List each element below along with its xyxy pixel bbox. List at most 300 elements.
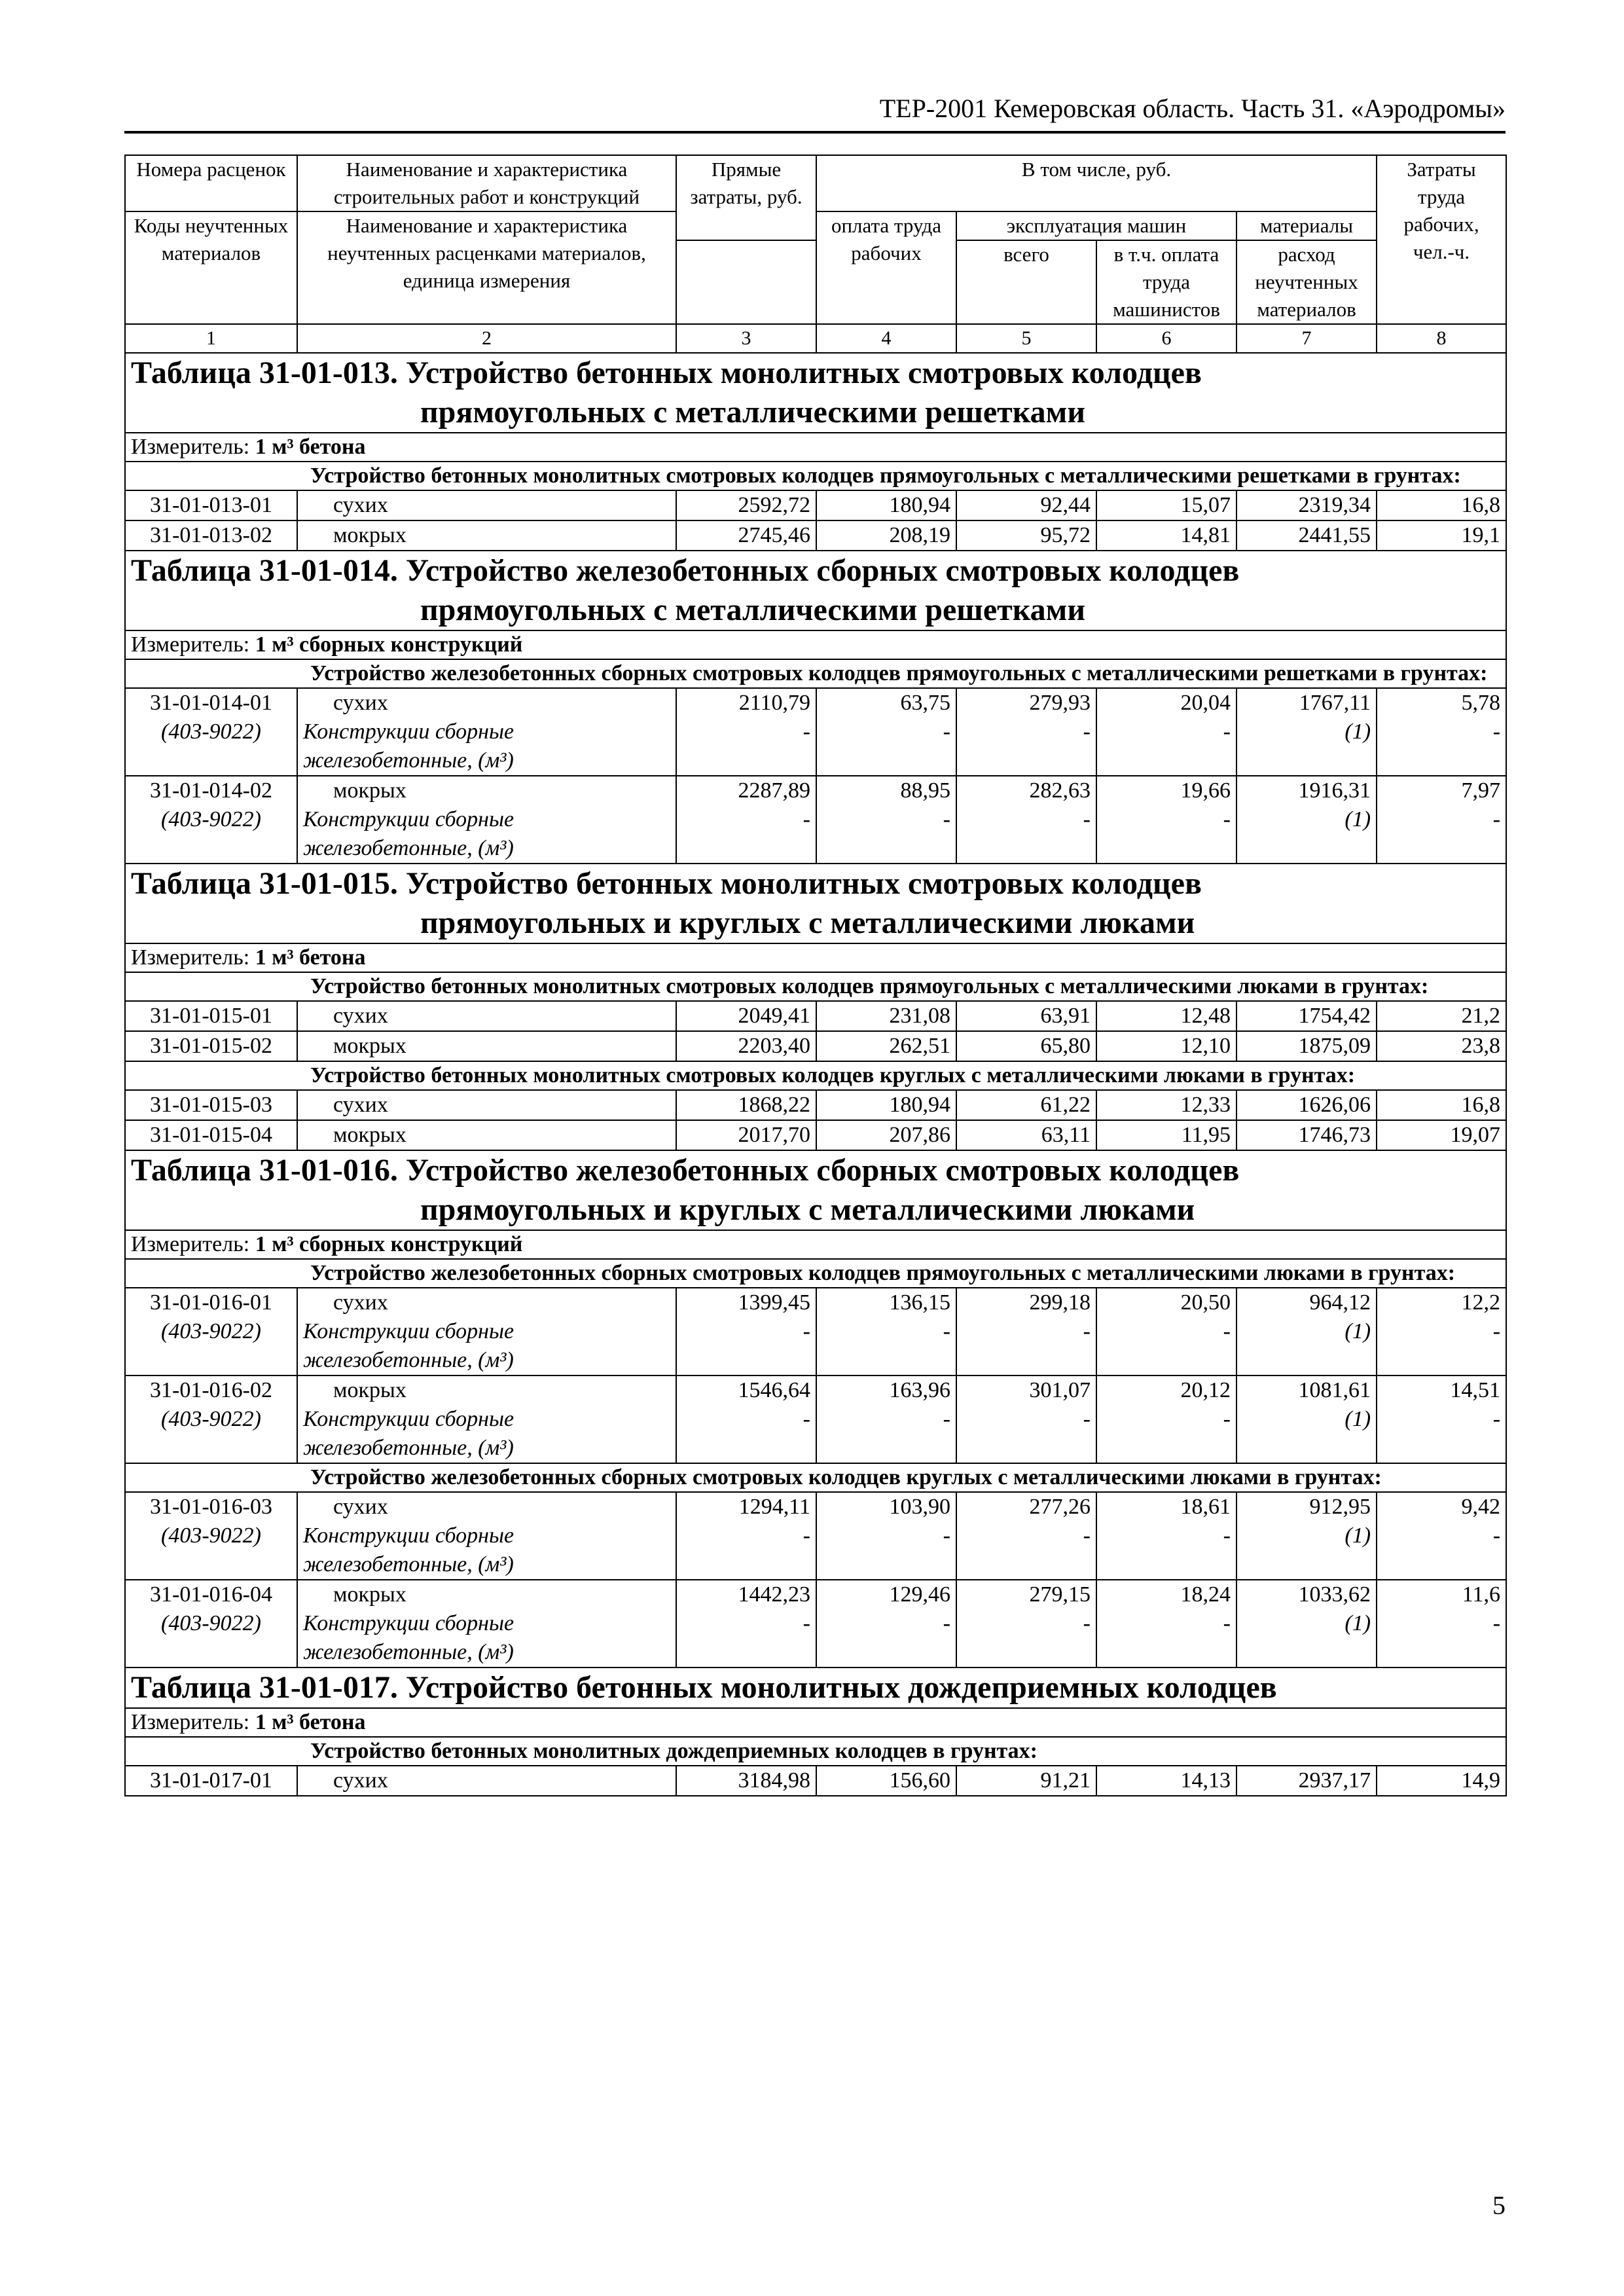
rate-name-value: сухих bbox=[333, 1768, 388, 1793]
value: 3184,98 bbox=[738, 1768, 810, 1793]
value: 92,44 bbox=[1040, 493, 1091, 517]
rate-code bbox=[125, 1120, 297, 1150]
blank-line bbox=[1242, 746, 1371, 775]
value-cell bbox=[816, 1766, 956, 1796]
value-cell bbox=[676, 776, 816, 864]
value-cell bbox=[956, 1580, 1096, 1667]
value: 16,8 bbox=[1461, 493, 1501, 517]
dash: - bbox=[1083, 1407, 1091, 1431]
rate-code bbox=[125, 1288, 297, 1376]
material-qty: (1) bbox=[1344, 1611, 1371, 1635]
group-title: Устройство бетонных монолитных дождеприемных колодцев в грунтах: bbox=[297, 1737, 1506, 1766]
value: 19,66 bbox=[1180, 778, 1231, 803]
value-cell bbox=[1096, 1120, 1236, 1150]
measure-label: Измеритель: bbox=[131, 632, 250, 657]
rate-code bbox=[125, 688, 297, 776]
rate-code-value: 31-01-015-02 bbox=[150, 1034, 272, 1058]
value-cell bbox=[1236, 1090, 1377, 1120]
dash: - bbox=[1492, 1523, 1501, 1548]
value-cell bbox=[676, 1001, 816, 1031]
value-cell bbox=[1236, 1376, 1377, 1463]
value: 1294,11 bbox=[738, 1495, 810, 1519]
group-title: Устройство железобетонных сборных смотровых колодцев прямоугольных с металлическими решетками в грунтах: bbox=[297, 659, 1506, 688]
table-row bbox=[125, 1031, 1506, 1061]
value-cell bbox=[816, 776, 956, 864]
value-cell bbox=[1096, 1766, 1236, 1796]
value: 2319,34 bbox=[1298, 493, 1371, 517]
group-row bbox=[125, 972, 1506, 1001]
material-qty: (1) bbox=[1344, 807, 1371, 831]
material-code: (403-9022) bbox=[161, 807, 261, 831]
dash: - bbox=[1492, 720, 1501, 744]
rate-name-value: мокрых bbox=[333, 523, 406, 547]
table-title-line1: Таблица 31-01-014. Устройство железобетонных сборных смотровых колодцев bbox=[131, 553, 1240, 588]
value: 16,8 bbox=[1461, 1093, 1501, 1117]
value-cell bbox=[1377, 1090, 1506, 1120]
group-spacer bbox=[125, 1463, 297, 1492]
material-name: Конструкции сборные железобетонные, (м³) bbox=[303, 1611, 514, 1664]
value-cell bbox=[1096, 1376, 1236, 1463]
value: 15,07 bbox=[1180, 493, 1231, 517]
blank-line bbox=[1242, 834, 1371, 863]
blank-line bbox=[1242, 1550, 1371, 1579]
group-title: Устройство железобетонных сборных смотровых колодцев круглых с металлическими люками в грунтах: bbox=[297, 1463, 1506, 1492]
rate-code bbox=[125, 490, 297, 520]
dash: - bbox=[803, 1523, 810, 1548]
dash: - bbox=[1492, 807, 1501, 831]
value: 2287,89 bbox=[738, 778, 810, 803]
rate-code-value: 31-01-017-01 bbox=[150, 1768, 272, 1793]
group-row bbox=[125, 462, 1506, 490]
table-title-line2: прямоугольных с металлическими решетками bbox=[420, 592, 1085, 627]
value: 14,51 bbox=[1450, 1378, 1501, 1402]
value: 180,94 bbox=[889, 493, 950, 517]
rate-name-value: сухих bbox=[333, 493, 388, 517]
dash: - bbox=[803, 1319, 810, 1343]
col-direct-costs-tail bbox=[676, 240, 816, 324]
value: 5,78 bbox=[1461, 691, 1501, 715]
rate-code bbox=[125, 1580, 297, 1667]
value: 19,07 bbox=[1450, 1123, 1501, 1147]
rate-code-value: 31-01-015-01 bbox=[150, 1004, 272, 1028]
value: 103,90 bbox=[889, 1495, 950, 1519]
table-title-line1: Таблица 31-01-017. Устройство бетонных монолитных дождеприемных колодцев bbox=[131, 1670, 1277, 1705]
value-cell bbox=[956, 1766, 1096, 1796]
value: 14,9 bbox=[1461, 1768, 1501, 1793]
blank-line bbox=[1382, 746, 1500, 775]
blank-line bbox=[1102, 1434, 1231, 1463]
value-cell bbox=[816, 1001, 956, 1031]
value-cell bbox=[1236, 1580, 1377, 1667]
rate-name-value: мокрых bbox=[333, 1034, 406, 1058]
rate-code bbox=[125, 1766, 297, 1796]
table-row bbox=[125, 688, 1506, 776]
value: 156,60 bbox=[889, 1768, 950, 1793]
table-title-line2: прямоугольных с металлическими решетками bbox=[420, 395, 1085, 429]
value: 964,12 bbox=[1309, 1290, 1371, 1315]
value-cell bbox=[956, 1090, 1096, 1120]
value: 21,2 bbox=[1461, 1004, 1501, 1028]
rate-name bbox=[297, 1580, 676, 1667]
material-code: (403-9022) bbox=[161, 720, 261, 744]
table-title-line1: Таблица 31-01-016. Устройство железобетонных сборных смотровых колодцев bbox=[131, 1153, 1240, 1188]
blank-line bbox=[682, 1346, 810, 1375]
blank-line bbox=[822, 1638, 950, 1667]
blank-line bbox=[822, 834, 950, 863]
table-title bbox=[125, 864, 1506, 943]
group-spacer bbox=[125, 659, 297, 688]
rate-name-value: сухих bbox=[333, 1290, 388, 1315]
dash: - bbox=[803, 1407, 810, 1431]
blank-line bbox=[1102, 746, 1231, 775]
value-cell bbox=[956, 520, 1096, 551]
dash: - bbox=[1492, 1407, 1501, 1431]
blank-line bbox=[822, 1550, 950, 1579]
group-spacer bbox=[125, 1061, 297, 1090]
value: 88,95 bbox=[900, 778, 950, 803]
group-row bbox=[125, 1061, 1506, 1090]
dash: - bbox=[1223, 720, 1231, 744]
measure-value: 1 м³ бетона bbox=[255, 435, 366, 459]
value: 1626,06 bbox=[1298, 1093, 1371, 1117]
blank-line bbox=[1102, 834, 1231, 863]
value: 2110,79 bbox=[738, 691, 810, 715]
value-cell bbox=[1377, 1288, 1506, 1376]
rate-code-value: 31-01-013-01 bbox=[150, 493, 272, 517]
value-cell bbox=[1377, 688, 1506, 776]
col-number: 8 bbox=[1377, 324, 1506, 353]
rate-code-value: 31-01-016-01 bbox=[150, 1290, 272, 1315]
group-spacer bbox=[125, 1737, 297, 1766]
group-spacer bbox=[125, 972, 297, 1001]
group-title: Устройство бетонных монолитных смотровых колодцев круглых с металлическими люками в грунтах: bbox=[297, 1061, 1506, 1090]
value: 61,22 bbox=[1040, 1093, 1091, 1117]
value-cell bbox=[1236, 1766, 1377, 1796]
rate-name bbox=[297, 1001, 676, 1031]
value: 63,11 bbox=[1041, 1123, 1091, 1147]
group-row bbox=[125, 1737, 1506, 1766]
measure-row bbox=[125, 1708, 1506, 1737]
col-number: 5 bbox=[956, 324, 1096, 353]
value-cell bbox=[1096, 490, 1236, 520]
value-cell bbox=[676, 1031, 816, 1061]
value-cell bbox=[956, 1120, 1096, 1150]
blank-line bbox=[1382, 1550, 1500, 1579]
dash: - bbox=[1223, 1319, 1231, 1343]
rate-name bbox=[297, 1120, 676, 1150]
blank-line bbox=[1382, 1434, 1500, 1463]
dash: - bbox=[803, 720, 810, 744]
table-row bbox=[125, 1580, 1506, 1667]
group-spacer bbox=[125, 1259, 297, 1288]
dash: - bbox=[1083, 720, 1091, 744]
value-cell bbox=[1236, 490, 1377, 520]
value: 231,08 bbox=[889, 1004, 950, 1028]
value-cell bbox=[816, 688, 956, 776]
rate-code-value: 31-01-016-04 bbox=[150, 1582, 272, 1607]
group-row bbox=[125, 1463, 1506, 1492]
value-cell bbox=[1236, 1492, 1377, 1580]
rate-code bbox=[125, 776, 297, 864]
table-row bbox=[125, 520, 1506, 551]
value-cell bbox=[1236, 1031, 1377, 1061]
value: 14,81 bbox=[1180, 523, 1231, 547]
rate-name-value: сухих bbox=[333, 1495, 388, 1519]
col-machine-operation: эксплуатация машин bbox=[956, 211, 1236, 240]
value-cell bbox=[1096, 1031, 1236, 1061]
table-row bbox=[125, 1766, 1506, 1796]
table-title-row bbox=[125, 1150, 1506, 1230]
rate-name-value: мокрых bbox=[333, 1582, 406, 1607]
rate-name bbox=[297, 1288, 676, 1376]
value: 180,94 bbox=[889, 1093, 950, 1117]
col-number: 6 bbox=[1096, 324, 1236, 353]
value: 2592,72 bbox=[738, 493, 810, 517]
table-title-line1: Таблица 31-01-013. Устройство бетонных монолитных смотровых колодцев bbox=[131, 355, 1202, 390]
table-row bbox=[125, 1090, 1506, 1120]
value: 1754,42 bbox=[1298, 1004, 1371, 1028]
rate-name bbox=[297, 1376, 676, 1463]
material-code: (403-9022) bbox=[161, 1611, 261, 1635]
value: 1033,62 bbox=[1298, 1582, 1371, 1607]
dash: - bbox=[1083, 1319, 1091, 1343]
value: 208,19 bbox=[889, 523, 950, 547]
dash: - bbox=[803, 1611, 810, 1635]
blank-line bbox=[1102, 1550, 1231, 1579]
value-cell bbox=[816, 490, 956, 520]
value-cell bbox=[1377, 1031, 1506, 1061]
blank-line bbox=[1382, 1638, 1500, 1667]
rate-name-value: сухих bbox=[333, 1093, 388, 1117]
value: 20,04 bbox=[1180, 691, 1231, 715]
table-title-row bbox=[125, 551, 1506, 630]
rate-code-value: 31-01-016-02 bbox=[150, 1378, 272, 1402]
group-title: Устройство бетонных монолитных смотровых колодцев прямоугольных с металлическими решетками в грунтах: bbox=[297, 462, 1506, 490]
col-materials: материалы bbox=[1236, 211, 1377, 240]
measure-label: Измеритель: bbox=[131, 1710, 250, 1734]
measure bbox=[125, 433, 1506, 462]
value-cell bbox=[1377, 776, 1506, 864]
table-title-row bbox=[125, 864, 1506, 943]
table-title-line2: прямоугольных и круглых с металлическими люками bbox=[420, 905, 1195, 940]
measure-value: 1 м³ бетона bbox=[255, 945, 366, 970]
col-total: всего bbox=[956, 240, 1096, 324]
measure-value: 1 м³ бетона bbox=[255, 1710, 366, 1734]
table-row bbox=[125, 1376, 1506, 1463]
material-qty: (1) bbox=[1344, 1319, 1371, 1343]
measure-label: Измеритель: bbox=[131, 1232, 250, 1256]
value: 262,51 bbox=[889, 1034, 950, 1058]
value: 136,15 bbox=[889, 1290, 950, 1315]
table-row bbox=[125, 1001, 1506, 1031]
rate-name-value: сухих bbox=[333, 691, 388, 715]
dash: - bbox=[1083, 1523, 1091, 1548]
col-name-bottom: Наименование и характеристика неучтенных расценками материалов, единица измерения bbox=[297, 211, 676, 324]
value: 2017,70 bbox=[738, 1123, 810, 1147]
blank-line bbox=[962, 1434, 1091, 1463]
value-cell bbox=[956, 776, 1096, 864]
blank-line bbox=[1242, 1434, 1371, 1463]
dash: - bbox=[943, 1611, 950, 1635]
rate-name-value: мокрых bbox=[333, 1378, 406, 1402]
material-qty: (1) bbox=[1344, 1523, 1371, 1548]
value: 63,75 bbox=[900, 691, 950, 715]
value-cell bbox=[1236, 1288, 1377, 1376]
value: 2049,41 bbox=[738, 1004, 810, 1028]
value: 12,48 bbox=[1180, 1004, 1231, 1028]
material-name: Конструкции сборные железобетонные, (м³) bbox=[303, 807, 514, 860]
value: 1916,31 bbox=[1298, 778, 1371, 803]
value-cell bbox=[816, 1492, 956, 1580]
blank-line bbox=[822, 1434, 950, 1463]
rate-code bbox=[125, 1492, 297, 1580]
group-row bbox=[125, 1259, 1506, 1288]
col-number: 2 bbox=[297, 324, 676, 353]
col-rate-numbers: Номера расценок bbox=[125, 155, 297, 211]
table-row bbox=[125, 776, 1506, 864]
blank-line bbox=[822, 746, 950, 775]
value-cell bbox=[1096, 1288, 1236, 1376]
rate-name bbox=[297, 1766, 676, 1796]
value: 2937,17 bbox=[1298, 1768, 1371, 1793]
col-codes: Коды неучтенных материалов bbox=[125, 211, 297, 324]
value: 912,95 bbox=[1309, 1495, 1371, 1519]
material-code: (403-9022) bbox=[161, 1407, 261, 1431]
value-cell bbox=[956, 1001, 1096, 1031]
value: 1546,64 bbox=[738, 1378, 810, 1402]
rate-name bbox=[297, 1492, 676, 1580]
value-cell bbox=[816, 1120, 956, 1150]
dash: - bbox=[943, 807, 950, 831]
rate-name bbox=[297, 776, 676, 864]
value: 11,95 bbox=[1181, 1123, 1231, 1147]
group-title: Устройство железобетонных сборных смотровых колодцев прямоугольных с металлическими люками в грунтах: bbox=[297, 1259, 1506, 1288]
value-cell bbox=[1096, 1001, 1236, 1031]
value-cell bbox=[1377, 490, 1506, 520]
value: 18,61 bbox=[1180, 1495, 1231, 1519]
dash: - bbox=[943, 1319, 950, 1343]
value-cell bbox=[676, 1288, 816, 1376]
value: 279,15 bbox=[1029, 1582, 1091, 1607]
measure-value: 1 м³ сборных конструкций bbox=[255, 1232, 523, 1256]
value-cell bbox=[676, 1492, 816, 1580]
col-including: В том числе, руб. bbox=[816, 155, 1377, 211]
col-name-top: Наименование и характеристика строительных работ и конструкций bbox=[297, 155, 676, 211]
measure bbox=[125, 1230, 1506, 1259]
value: 18,24 bbox=[1180, 1582, 1231, 1607]
dash: - bbox=[1223, 1523, 1231, 1548]
value-cell bbox=[1377, 520, 1506, 551]
blank-line bbox=[1102, 1346, 1231, 1375]
col-worker-pay: оплата труда рабочих bbox=[816, 211, 956, 324]
value-cell bbox=[1096, 776, 1236, 864]
measure bbox=[125, 630, 1506, 659]
value: 279,93 bbox=[1029, 691, 1091, 715]
dash: - bbox=[943, 1407, 950, 1431]
value: 1399,45 bbox=[738, 1290, 810, 1315]
blank-line bbox=[682, 834, 810, 863]
material-code: (403-9022) bbox=[161, 1523, 261, 1548]
value-cell bbox=[1236, 776, 1377, 864]
col-number: 1 bbox=[125, 324, 297, 353]
rate-name bbox=[297, 1031, 676, 1061]
value: 23,8 bbox=[1461, 1034, 1501, 1058]
material-qty: (1) bbox=[1344, 720, 1371, 744]
blank-line bbox=[962, 1550, 1091, 1579]
value-cell bbox=[1377, 1580, 1506, 1667]
rate-name-value: мокрых bbox=[333, 1123, 406, 1147]
value: 1746,73 bbox=[1298, 1123, 1371, 1147]
value: 91,21 bbox=[1040, 1768, 1091, 1793]
rate-name bbox=[297, 520, 676, 551]
value-cell bbox=[676, 1766, 816, 1796]
value-cell bbox=[1377, 1492, 1506, 1580]
col-number: 3 bbox=[676, 324, 816, 353]
group-title: Устройство бетонных монолитных смотровых колодцев прямоугольных с металлическими люками в грунтах: bbox=[297, 972, 1506, 1001]
value-cell bbox=[1096, 1580, 1236, 1667]
value-cell bbox=[956, 1288, 1096, 1376]
blank-line bbox=[682, 1550, 810, 1579]
value-cell bbox=[956, 1031, 1096, 1061]
table-row bbox=[125, 1120, 1506, 1150]
value-cell bbox=[1096, 1492, 1236, 1580]
material-name: Конструкции сборные железобетонные, (м³) bbox=[303, 1319, 514, 1372]
table-title bbox=[125, 1150, 1506, 1230]
value-cell bbox=[1377, 1766, 1506, 1796]
table-row bbox=[125, 1288, 1506, 1376]
measure-row bbox=[125, 630, 1506, 659]
value-cell bbox=[676, 1090, 816, 1120]
value-cell bbox=[1377, 1376, 1506, 1463]
table-row bbox=[125, 490, 1506, 520]
value: 207,86 bbox=[889, 1123, 950, 1147]
value: 9,42 bbox=[1461, 1495, 1501, 1519]
table-title-line1: Таблица 31-01-015. Устройство бетонных монолитных смотровых колодцев bbox=[131, 866, 1202, 901]
dash: - bbox=[1223, 1611, 1231, 1635]
value-cell bbox=[676, 1120, 816, 1150]
value-cell bbox=[1236, 1120, 1377, 1150]
value-cell bbox=[1236, 688, 1377, 776]
blank-line bbox=[682, 1638, 810, 1667]
rate-code-value: 31-01-015-04 bbox=[150, 1123, 272, 1147]
running-header: ТЕР-2001 Кемеровская область. Часть 31. «Аэродромы» bbox=[879, 94, 1506, 123]
value-cell bbox=[956, 490, 1096, 520]
value: 19,1 bbox=[1461, 523, 1501, 547]
blank-line bbox=[682, 1434, 810, 1463]
measure-value: 1 м³ сборных конструкций bbox=[255, 632, 523, 657]
material-name: Конструкции сборные железобетонные, (м³) bbox=[303, 1407, 514, 1460]
col-labor-costs: Затраты труда рабочих, чел.-ч. bbox=[1377, 155, 1506, 324]
value: 2745,46 bbox=[738, 523, 810, 547]
blank-line bbox=[962, 1638, 1091, 1667]
page-number: 5 bbox=[1492, 2191, 1506, 2220]
value: 1868,22 bbox=[738, 1093, 810, 1117]
value-cell bbox=[1377, 1120, 1506, 1150]
value-cell bbox=[956, 1376, 1096, 1463]
measure-label: Измеритель: bbox=[131, 435, 250, 459]
measure-row bbox=[125, 433, 1506, 462]
value: 1875,09 bbox=[1298, 1034, 1371, 1058]
blank-line bbox=[682, 746, 810, 775]
material-qty: (1) bbox=[1344, 1407, 1371, 1431]
value: 63,91 bbox=[1040, 1004, 1091, 1028]
value-cell bbox=[676, 1376, 816, 1463]
rate-code-value: 31-01-016-03 bbox=[150, 1495, 272, 1519]
measure bbox=[125, 1708, 1506, 1737]
dash: - bbox=[1223, 807, 1231, 831]
blank-line bbox=[1242, 1346, 1371, 1375]
material-name: Конструкции сборные железобетонные, (м³) bbox=[303, 720, 514, 773]
